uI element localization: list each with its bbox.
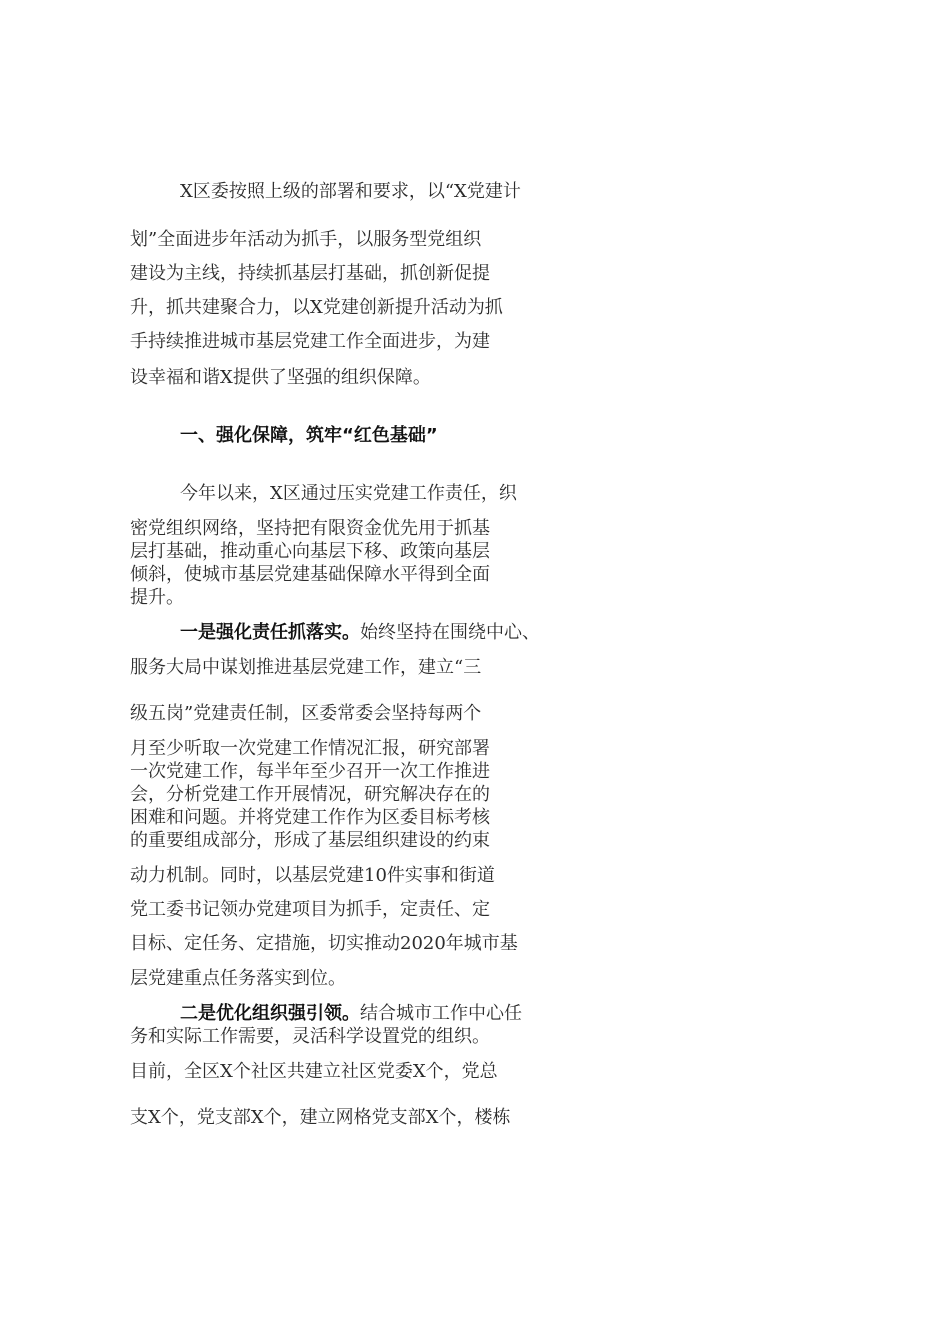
item1-first-line [180, 621, 840, 645]
paragraph-line: 困难和问题。并将党建工作作为区委目标考核 [130, 807, 490, 828]
paragraph-line: 会，分析党建工作开展情况，研究解决存在的 [130, 784, 490, 805]
item1-lead: 一是强化责任抓落实。 [180, 622, 360, 643]
intro-line: X区委按照上级的部署和要求，以“X党建计 [180, 181, 521, 202]
paragraph-line: 党工委书记领办党建项目为抓手，定责任、定 [130, 899, 490, 920]
intro-line: 建设为主线，持续抓基层打基础，抓创新促提 [130, 263, 490, 284]
paragraph-line: 服务大局中谋划推进基层党建工作，建立“三 [130, 657, 482, 678]
intro-line: 划”全面进步年活动为抓手，以服务型党组织 [130, 229, 482, 250]
item2-first-rest: 结合城市工作中心任 [360, 1003, 522, 1024]
section-heading: 一、强化保障，筑牢“红色基础” [180, 425, 438, 446]
paragraph-line: 倾斜，使城市基层党建基础保障水平得到全面 [130, 564, 490, 585]
intro-line: 手持续推进城市基层党建工作全面进步，为建 [130, 331, 490, 352]
paragraph-line: 今年以来，X区通过压实党建工作责任，织 [180, 483, 517, 504]
item1-first-rest: 始终坚持在围绕中心、 [360, 622, 540, 643]
paragraph-line: 一次党建工作，每半年至少召开一次工作推进 [130, 761, 490, 782]
paragraph-line: 目前，全区X个社区共建立社区党委X个，党总 [130, 1061, 498, 1082]
paragraph-line: 层党建重点任务落实到位。 [130, 968, 346, 989]
intro-line: 设幸福和谐X提供了坚强的组织保障。 [130, 367, 431, 388]
item2-lead: 二是优化组织强引领。 [180, 1003, 360, 1024]
paragraph-line: 动力机制。同时，以基层党建10件实事和街道 [130, 865, 495, 886]
paragraph-line: 层打基础，推动重心向基层下移、政策向基层 [130, 541, 490, 562]
paragraph-line: 支X个，党支部X个，建立网格党支部X个，楼栋 [130, 1107, 511, 1128]
intro-line: 升，抓共建聚合力，以X党建创新提升活动为抓 [130, 297, 503, 318]
paragraph-line: 的重要组成部分，形成了基层组织建设的约束 [130, 830, 490, 851]
paragraph-line: 目标、定任务、定措施，切实推动2020年城市基 [130, 933, 518, 954]
item2-first-line [180, 1002, 816, 1026]
paragraph-line: 务和实际工作需要，灵活科学设置党的组织。 [130, 1026, 490, 1047]
paragraph-line: 提升。 [130, 587, 184, 608]
paragraph-line: 月至少听取一次党建工作情况汇报，研究部署 [130, 738, 490, 759]
paragraph-line: 级五岗”党建责任制，区委常委会坚持每两个 [130, 703, 482, 724]
paragraph-line: 密党组织网络，坚持把有限资金优先用于抓基 [130, 518, 490, 539]
